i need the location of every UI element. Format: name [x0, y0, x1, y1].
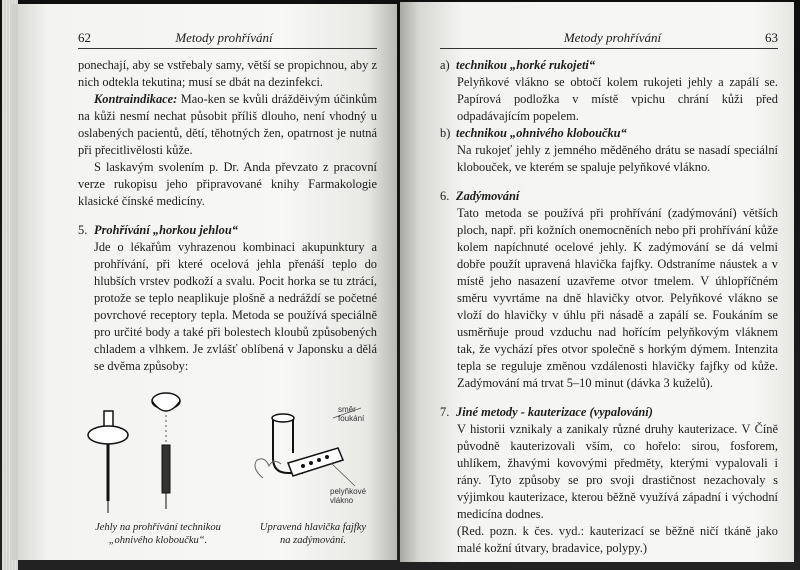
right-caption-line-1: Upravená hlavička fajfky	[259, 522, 367, 533]
left-running-head	[78, 30, 377, 49]
section-7	[440, 404, 778, 557]
section-7-note: (Red. pozn. k čes. vyd.: kauterizací se běžně ničí tkáně jako malé kožní útvary, bradavice, polypy.)	[457, 524, 778, 555]
section-7-number: 7.	[440, 405, 450, 419]
left-page-number: 62	[78, 30, 91, 45]
direction-label: směr foukání	[338, 405, 365, 423]
right-caption-line-2: na zadýmování.	[280, 535, 346, 546]
item-b-text: Na rukojeť jehly z jemného měděného drátu se nasadí speciální klobouček, ve kterém se spaluje pelyňkové vlákno.	[457, 143, 778, 174]
contraindications-paragraph	[78, 91, 377, 159]
item-a-text: Pelyňkové vlákno se obtočí kolem rukojeti jehly a zapálí se. Papírová podložka v místě vpichu chrání kůži před odpadávajícím popelem.	[457, 75, 778, 123]
figures-area	[78, 383, 377, 558]
item-a-title: technikou „horké rukojeti“	[456, 58, 596, 72]
left-figure-caption	[78, 521, 238, 547]
item-b-label: b)	[440, 126, 451, 140]
fiber-label: pelyňkové vlákno	[330, 487, 367, 505]
section-5-text: Jde o lékařům vyhrazenou kombinaci akupunktury a prohřívání, při které ocelová jehla přenáší teplo do hlubších vrstev podkoží a svalu. Pocit horka se tu ztrácí, protože se teplo neaplikuje plošně a nedráždí se početné povrchové receptory tepla. Metoda se používá speciálně pro určité body a také při bolestech kloubů způsobených chladem a vlhkem. Je zvlášť oblíbená v Japonsku a dělá se dvěma způsoby:	[94, 240, 377, 373]
left-paragraph-1: ponechají, aby se vstřebaly samy, větší se propichnou, aby z nich odtekla tekutina; musí se dbát na dezinfekci.	[78, 58, 377, 89]
right-page-number: 63	[765, 30, 778, 45]
section-6-number: 6.	[440, 189, 450, 203]
left-paragraph-3: S laskavým svolením p. Dr. Anda převzato z pracovní verze rukopisu jeho připravované knihy Farmakologie klasické čínské medicíny.	[78, 160, 377, 208]
contraindications-label: Kontraindikace:	[94, 92, 178, 106]
needle-illustration	[78, 383, 198, 518]
section-5-heading	[78, 222, 377, 239]
item-a-label: a)	[440, 58, 450, 72]
item-a	[440, 57, 778, 125]
section-5-number: 5.	[78, 223, 88, 237]
section-7-text: V historii vznikaly a zanikaly různé druhy kauterizace. V Číně původně kauterizovali vším, co hořelo: sirou, fosforem, uhlíkem, žhavými kovovými předměty, kterými vypalovali i rány. Tyto způsoby se pro svoji drastičnost nezachovaly s výjimkou kauterizace, kterou běžně využívá západní i východní medicína dodnes.	[457, 422, 778, 521]
left-caption-line-2: „ohnivého kloboučku“.	[108, 535, 208, 546]
right-figure-caption	[248, 521, 378, 547]
left-page	[12, 4, 397, 560]
section-7-title: Jiné metody - kauterizace (vypalování)	[456, 405, 653, 419]
section-6-title: Zadýmování	[456, 189, 520, 203]
left-caption-line-1: Jehly na prohřívání technikou	[95, 522, 221, 533]
item-b	[440, 125, 778, 176]
contraindications-text: Mao-ken se kvůli drážděivým účinkům na kůži nesmí nechat působit příliš dlouho, není vhodný u oslabených pacientů, dětí, těhotných žen, opatrnost je nutná při přecitlivělosti kůže.	[78, 92, 377, 157]
section-6-text: Tato metoda se používá při prohřívání (zadýmování) větších ploch, např. při kožních onemocněních nebo při prohřívání kůže kolem napíchnuté ocelové jehly. K zadýmování se dá velmi dobře použít upravená hlavička fajfky. Odstraníme náustek a v místě jeho nasazení uzavřeme otvor tmelem. V úhlopříčném směru vyvrtáme na dně hlavičky otvor. Pelyňkové vlákno se vloží do hlavičky v úhlu při násadě a zapálí se. Foukáním se usměrňuje proud vzduchu nad hořícím pelyňkovým vláknem tak, že vychází přes otvor společně s horkým dýmem. Intenzita tepla se reguluje změnou vzdálenosti hlavičky fajfky od kůže. Zadýmování má trvat 5–10 minut (dávka 3 kuželů).	[457, 206, 778, 390]
right-running-head	[440, 30, 778, 49]
left-running-title: Metody prohřívání	[175, 30, 273, 45]
section-6	[440, 188, 778, 392]
right-page	[400, 2, 794, 562]
section-5-title: Prohřívání „horkou jehlou“	[94, 223, 238, 237]
item-b-title: technikou „ohnivého kloboučku“	[456, 126, 627, 140]
right-running-title: Metody prohřívání	[563, 30, 662, 45]
section-5	[78, 222, 377, 375]
